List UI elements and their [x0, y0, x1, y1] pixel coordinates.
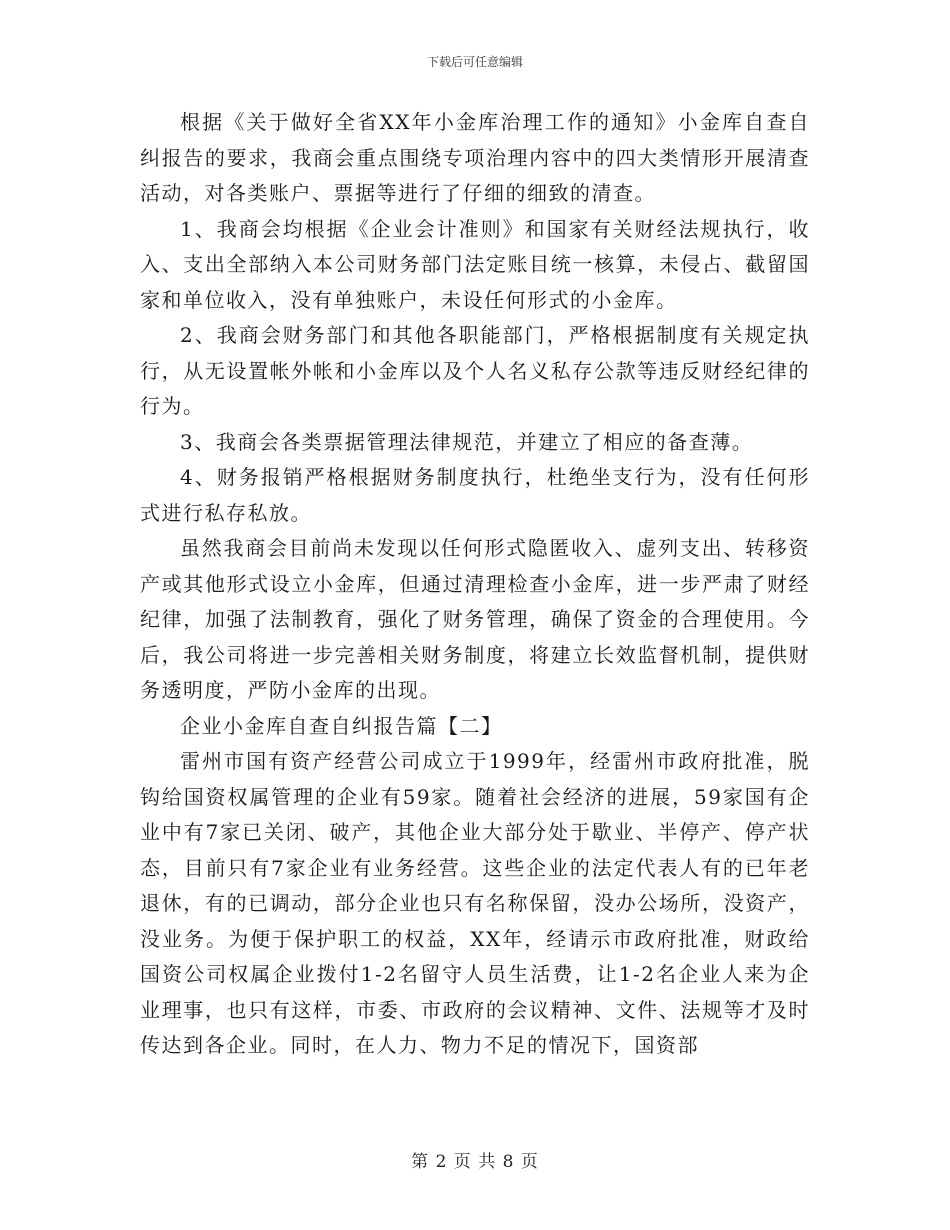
page-number: 第 2 页 共 8 页: [411, 1152, 539, 1172]
paragraph-item-1: 1、我商会均根据《企业会计准则》和国家有关财经法规执行，收入、支出全部纳入本公司财务部门法定账目统一核算，未侵占、截留国家和单位收入，没有单独账户，未设任何形式的小金库。: [140, 216, 810, 312]
paragraph-section-two: 雷州市国有资产经营公司成立于1999年，经雷州市政府批准，脱钩给国资权属管理的企业有59家。随着社会经济的进展，59家国有企业中有7家已关闭、破产，其他企业大部分处于歇业、半停产、停产状态，目前只有7家企业有业务经营。这些企业的法定代表人有的已年老退休，有的已调动，部分企业也只有名称保留，没办公场所，没资产，没业务。为便于保护职工的权益，XX年，经请示市政府批准，财政给国资公司权属企业拨付1-2名留守人员生活费，让1-2名企业人来为企业理事，也只有这样，市委、市政府的会议精神、文件、法规等才及时传达到各企业。同时，在人力、物力不足的情况下，国资部: [140, 749, 810, 1057]
document-body: [140, 105, 810, 1064]
paragraph-item-4: 4、财务报销严格根据财务制度执行，杜绝坐支行为，没有任何形式进行私存私放。: [140, 465, 810, 525]
paragraph-item-2: 2、我商会财务部门和其他各职能部门，严格根据制度有关规定执行，从无设置帐外帐和小金库以及个人名义私存公款等违反财经纪律的行为。: [140, 323, 810, 418]
section-heading: 企业小金库自查自纠报告篇【二】: [180, 713, 503, 738]
paragraph-conclusion: 虽然我商会目前尚未发现以任何形式隐匿收入、虚列支出、转移资产或其他形式设立小金库，但通过清理检查小金库，进一步严肃了财经纪律，加强了法制教育，强化了财务管理，确保了资金的合理使用。今后，我公司将进一步完善相关财务制度，将建立长效监督机制，提供财务透明度，严防小金库的出现。: [140, 536, 810, 702]
page-header: 下载后可任意编辑: [426, 55, 523, 69]
paragraph-item-3: 3、我商会各类票据管理法律规范，并建立了相应的备查薄。: [180, 429, 754, 454]
paragraph-intro: 根据《关于做好全省XX年小金库治理工作的通知》小金库自查自纠报告的要求，我商会重点围绕专项治理内容中的四大类情形开展清查活动，对各类账户、票据等进行了仔细的细致的清查。: [140, 110, 810, 205]
